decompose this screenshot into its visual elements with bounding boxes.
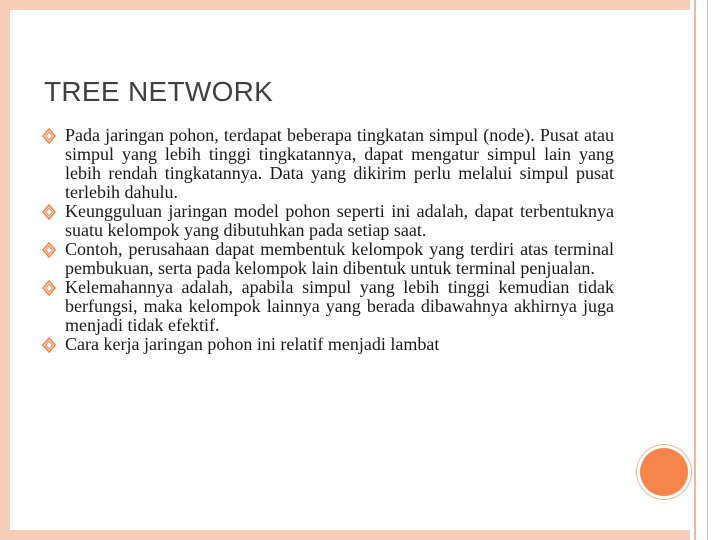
list-item [42, 278, 614, 335]
open-diamond-icon [42, 337, 56, 353]
open-diamond-icon [42, 280, 56, 296]
bullet-text: Kelemahannya adalah, apabila simpul yang lebih tinggi kemudian tidak berfungsi, maka kelompok lainnya yang berada dibawahnya akhirnya juga menjadi tidak efektif. [65, 277, 614, 335]
open-diamond-icon [42, 204, 56, 220]
bullet-text: Contoh, perusahaan dapat membentuk kelompok yang terdiri atas terminal pembukuan, serta pada kelompok lain dibentuk untuk terminal penjualan. [65, 239, 614, 278]
bullet-list [42, 126, 614, 354]
open-diamond-icon [42, 242, 56, 258]
list-item [42, 126, 614, 202]
bullet-text: Cara kerja jaringan pohon ini relatif menjadi lambat [65, 334, 440, 354]
right-decor-line-outer [694, 0, 696, 540]
bullet-text: Keungguluan jaringan model pohon seperti ini adalah, dapat terbentuknya suatu kelompok yang dibutuhkan pada setiap saat. [65, 201, 614, 240]
right-decor-line-inner [707, 0, 708, 540]
open-diamond-icon [42, 128, 56, 144]
list-item [42, 335, 614, 354]
list-item [42, 202, 614, 240]
list-item [42, 240, 614, 278]
bullet-text: Pada jaringan pohon, terdapat beberapa tingkatan simpul (node). Pusat atau simpul yang lebih tinggi tingkatannya, dapat mengatur simpul lain yang lebih rendah tingkatannya. Data yang dikirim perlu melalui simpul pusat terlebih dahulu. [65, 125, 614, 202]
slide-title: TREE NETWORK [44, 76, 274, 107]
accent-circle [640, 448, 688, 496]
